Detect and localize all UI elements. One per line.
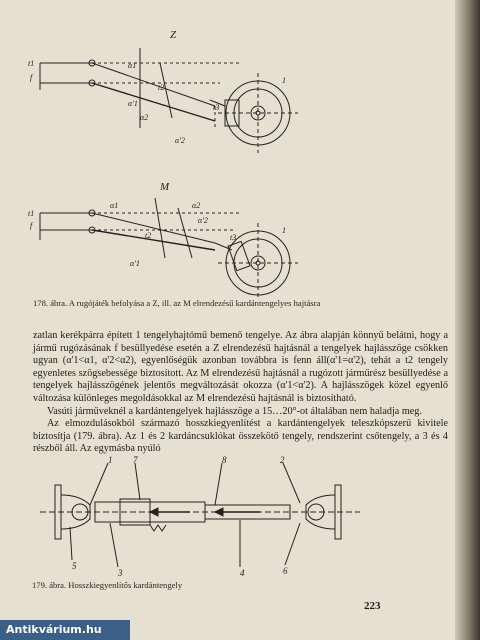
label-t2-bottom: t2 xyxy=(145,231,152,240)
label-alpha1-top: α1 xyxy=(128,61,137,70)
paragraph-3: Az elmozdulásokból származó hosszkiegyenlítést a kardántengelyek teleszkópszerű kivitele biztosítja (179. ábra). Az 1 és 2 kardáncsuklókat összekötő tengely, rendszerint csőtengely, a 3 és 4 részből áll. Az egymásba nyúló xyxy=(33,418,448,455)
label-t1-top: t1 xyxy=(28,59,35,68)
label-179-5: 5 xyxy=(72,561,77,571)
label-t1-bottom: t1 xyxy=(28,209,35,218)
book-spine xyxy=(455,0,480,640)
label-179-7: 7 xyxy=(133,455,138,465)
figure-179-caption: 179. ábra. Hosszkiegyenlítős kardántengely xyxy=(32,580,183,590)
figure-178-title-z: Z xyxy=(170,29,177,41)
label-alpha2p-bottom: α'2 xyxy=(198,216,208,225)
figure-178-title-m: M xyxy=(160,181,170,193)
label-179-2: 2 xyxy=(280,455,285,465)
watermark: Antikvárium.hu xyxy=(0,620,130,640)
label-f-bottom: f xyxy=(30,221,33,230)
label-179-1: 1 xyxy=(108,455,113,465)
figure-179 xyxy=(0,455,455,585)
label-179-4: 4 xyxy=(240,568,245,578)
label-alpha2-bottom: α2 xyxy=(192,201,201,210)
label-alpha1p-top: α'1 xyxy=(128,99,138,108)
paragraph-2: Vasúti járműveknél a kardántengelyek hajlásszöge a 15…20°-ot általában nem haladja meg. xyxy=(47,405,422,417)
label-179-3: 3 xyxy=(118,568,123,578)
figure-178-drawing xyxy=(0,18,455,298)
label-1-top: 1 xyxy=(282,76,286,85)
label-alpha2p-top: α'2 xyxy=(175,136,185,145)
label-t3-top: t3 xyxy=(213,103,220,112)
label-179-6: 6 xyxy=(283,566,288,576)
page-number: 223 xyxy=(364,600,381,612)
figure-178-caption: 178. ábra. A rugójáték befolyása a Z, ill. az M elrendezésű kardántengelyes hajtásra xyxy=(33,298,321,308)
label-179-8: 8 xyxy=(222,455,227,465)
label-alpha1-bottom: α1 xyxy=(110,201,119,210)
label-t3-bottom: t3 xyxy=(230,233,237,242)
label-1-bottom: 1 xyxy=(282,226,286,235)
label-alpha1p-bottom: α'1 xyxy=(130,259,140,268)
figure-179-drawing xyxy=(0,455,455,585)
paragraph-1: zatlan kerékpárra épített 1 tengelyhajtómű bemenő tengelye. Az ábra alapján könnyű belátni, hogy a jármű rugózásának f besüllyedése esetén a Z elrendezésű hajtásnál a tengelyek hajlásszöge csökken ugyan (α'1<α1, α'2<α2), egyenlőségük azonban továbbra is fenn áll(α'1=α'2), tehát a t2 tengely egyenletes szögsebessége biztosított. Az M elrendezésű hajtásnál a rugózott járműrész besüllyedése a tengelyek hajlásszögének jelentős megváltozását okozza (α'1<α'2). A hajlásszögek közel egyenlő változása különleges megoldásokkal az M elrendezésű hajtásnál is biztosítható. xyxy=(33,330,448,404)
figure-178 xyxy=(0,18,455,298)
label-t2-top: t2 xyxy=(158,83,165,92)
label-f-top: f xyxy=(30,73,33,82)
body-text xyxy=(33,330,448,456)
label-alpha2-top: α2 xyxy=(140,113,149,122)
